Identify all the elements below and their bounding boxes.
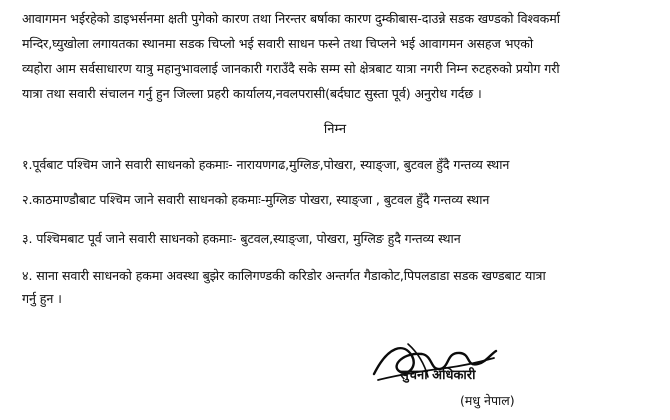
intro-line-2: मन्दिर,घ्युखोला लगायतका स्थानमा सडक चिप्लो भई सवारी साधन फस्ने तथा चिप्लने भई आवागमन असहज भएको — [22, 36, 534, 51]
intro-line-3: व्यहोरा आम सर्वसाधारण यात्रु महानुभावलाई जानकारी गराउँदै सके सम्म सो क्षेत्रबाट यात्रा नगरी निम्न रुटहरुको प्रयोग गरी — [22, 61, 560, 76]
section-heading: निम्न — [323, 122, 347, 137]
intro-line-4: यात्रा तथा सवारी संचालन गर्नु हुन जिल्ला प्रहरी कार्यालय,नवलपरासी(बर्दघाट सुस्ता पूर्व) अनुरोध गर्दछ । — [22, 86, 482, 101]
route-item-3: ३. पश्चिमबाट पूर्व जाने सवारी साधनको हकमाः- बुटवल,स्याङ्जा, पोखरा, मुग्लिङ हुदै गन्तव्य स्थान — [22, 231, 461, 246]
intro-line-1: आवागमन भईरहेको डाइभर्सनमा क्षती पुगेको कारण तथा निरन्तर बर्षाका कारण दुम्कीबास-दाउन्ने सडक खण्डको विश्वकर्मा — [22, 11, 560, 26]
route-item-2: २.काठमाण्डौबाट पश्चिम जाने सवारी साधनको हकमाः-मुग्लिङ पोखरा, स्याङ्जा , बुटवल हुँदै गन्तव्य स्थान — [22, 192, 490, 207]
signatory-name: (मधु नेपाल) — [460, 393, 515, 408]
route-item-1: १.पूर्वबाट पश्चिम जाने सवारी साधनको हकमाः- नारायणगढ,मुग्लिङ,पोखरा, स्याङ्जा, बुटवल हुँदै गन्तव्य स्थान — [22, 157, 510, 172]
route-item-4: ४. साना सवारी साधनको हकमा अवस्था बुझेर कालिगण्डकी करिडोर अन्तर्गत गैडाकोट,पिपलडाडा सडक खण्डबाट यात्रा — [22, 268, 546, 283]
signatory-title: सुचना अधिकारी — [400, 368, 476, 383]
route-item-4-continued: गर्नु हुन । — [22, 291, 62, 306]
